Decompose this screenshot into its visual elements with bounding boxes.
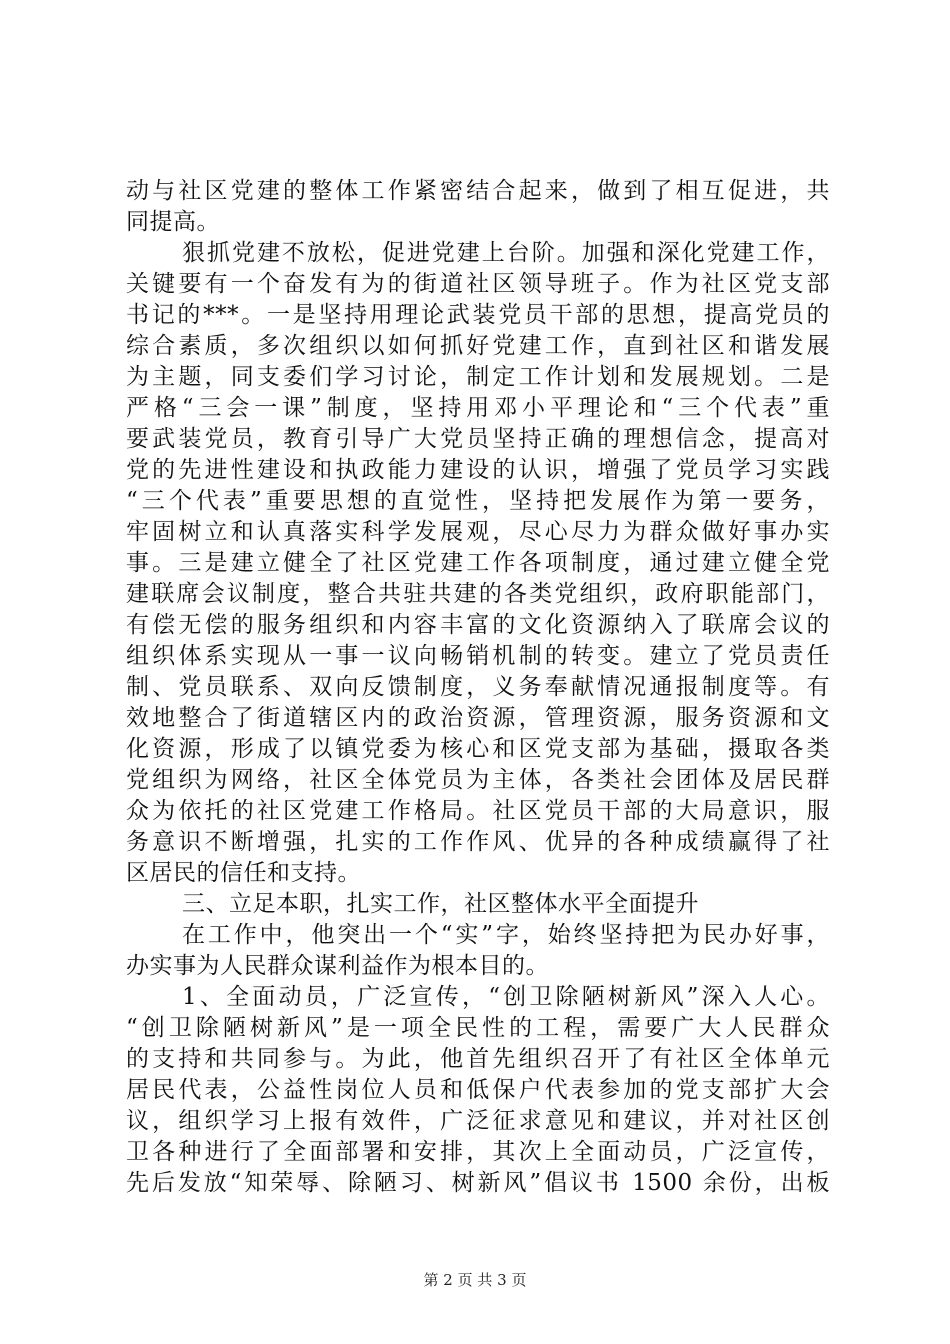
text-line: 卫各种进行了全面部署和安排，其次上全面动员，广泛宣传， — [126, 1139, 830, 1165]
text-line: 综合素质，多次组织以如何抓好党建工作，直到社区和谐发展 — [126, 333, 830, 359]
text-line: 严格“三会一课”制度，坚持用邓小平理论和“三个代表”重 — [126, 395, 830, 421]
page-number-footer: 第 2 页 共 3 页 — [423, 1271, 527, 1289]
text-line: 办实事为人民群众谋利益作为根本目的。 — [126, 953, 549, 979]
document-body — [126, 176, 830, 1199]
text-line: 书记的***。一是坚持用理论武装党员干部的思想，提高党员的 — [126, 302, 830, 328]
text-line: 先后发放“知荣辱、除陋习、树新风”倡议书 1500 余份，出板 — [126, 1170, 830, 1196]
section-heading: 三、立足本职，扎实工作，社区整体水平全面提升 — [182, 891, 699, 917]
text-line: 建联席会议制度，整合共驻共建的各类党组织，政府职能部门， — [126, 581, 830, 607]
text-line: 党组织为网络，社区全体党员为主体，各类社会团体及居民群 — [126, 767, 830, 793]
text-line: 关键要有一个奋发有为的街道社区领导班子。作为社区党支部 — [126, 271, 830, 297]
subsection-heading: 1、全面动员，广泛宣传，“创卫除陋树新风”深入人心。 — [182, 984, 830, 1010]
text-line: 组织体系实现从一事一议向畅销机制的转变。建立了党员责任 — [126, 643, 830, 669]
text-line: 事。三是建立健全了社区党建工作各项制度，通过建立健全党 — [126, 550, 830, 576]
text-line: 务意识不断增强，扎实的工作作风、优异的各种成绩赢得了社 — [126, 829, 830, 855]
text-line: 化资源，形成了以镇党委为核心和区党支部为基础，摄取各类 — [126, 736, 830, 762]
text-line: “创卫除陋树新风”是一项全民性的工程，需要广大人民群众 — [126, 1015, 830, 1041]
text-line: 为主题，同支委们学习讨论，制定工作计划和发展规划。二是 — [126, 364, 830, 390]
text-line: 众为依托的社区党建工作格局。社区党员干部的大局意识，服 — [126, 798, 830, 824]
text-line: 党的先进性建设和执政能力建设的认识，增强了党员学习实践 — [126, 457, 830, 483]
text-line: 居民代表，公益性岗位人员和低保户代表参加的党支部扩大会 — [126, 1077, 830, 1103]
text-line: 的支持和共同参与。为此，他首先组织召开了有社区全体单元 — [126, 1046, 830, 1072]
text-line: 在工作中，他突出一个“实”字，始终坚持把为民办好事， — [182, 922, 830, 948]
text-line: 效地整合了街道辖区内的政治资源，管理资源，服务资源和文 — [126, 705, 830, 731]
text-line: 同提高。 — [126, 209, 220, 235]
text-line: 牢固树立和认真落实科学发展观，尽心尽力为群众做好事办实 — [126, 519, 830, 545]
text-line: 狠抓党建不放松，促进党建上台阶。加强和深化党建工作， — [182, 240, 830, 266]
text-line: 动与社区党建的整体工作紧密结合起来，做到了相互促进，共 — [126, 178, 830, 204]
text-line: 有偿无偿的服务组织和内容丰富的文化资源纳入了联席会议的 — [126, 612, 830, 638]
text-line: 议，组织学习上报有效件，广泛征求意见和建议，并对社区创 — [126, 1108, 830, 1134]
text-line: 区居民的信任和支持。 — [126, 860, 361, 886]
text-line: “三个代表”重要思想的直觉性，坚持把发展作为第一要务， — [126, 488, 830, 514]
text-line: 制、党员联系、双向反馈制度，义务奉献情况通报制度等。有 — [126, 674, 830, 700]
text-line: 要武装党员，教育引导广大党员坚持正确的理想信念，提高对 — [126, 426, 830, 452]
